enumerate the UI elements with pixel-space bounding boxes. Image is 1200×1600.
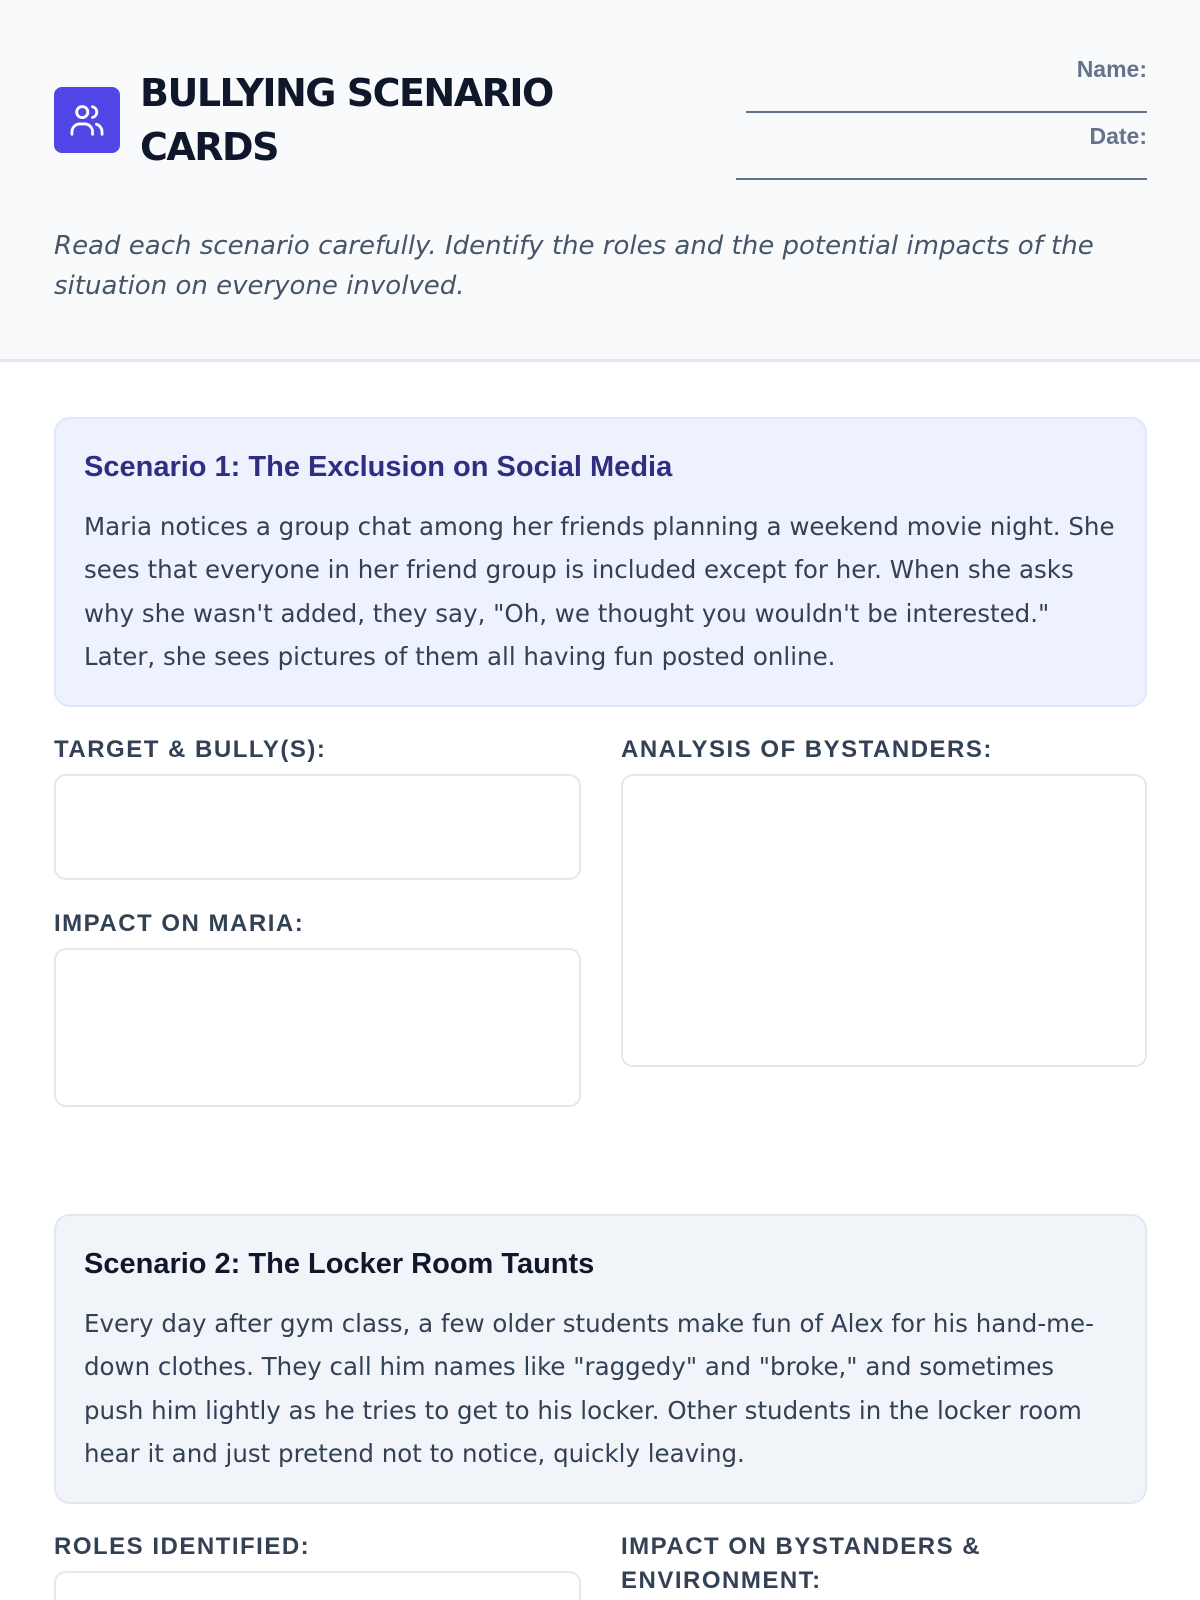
date-field[interactable] — [736, 178, 1147, 180]
question-label-bystanders: ANALYSIS OF BYSTANDERS: — [621, 736, 993, 763]
answer-box-roles[interactable] — [54, 1571, 581, 1600]
answer-box-impact-maria[interactable] — [54, 948, 581, 1107]
question-label-target-bully: TARGET & BULLY(S): — [54, 736, 327, 763]
answer-box-bystanders[interactable] — [621, 774, 1147, 1067]
page-title: BULLYING SCENARIO CARDS — [140, 71, 553, 169]
answer-box-target-bully[interactable] — [54, 774, 581, 880]
worksheet-header — [0, 0, 1200, 362]
scenario-title: Scenario 2: The Locker Room Taunts — [84, 1248, 595, 1280]
scenario-text: Every day after gym class, a few older students make fun of Alex for his hand-me-down clothes. They call him names like "raggedy" and "broke," and sometimes push him lightly as he tries to get to his locker. Other students in the locker room hear it and just pretend not to notice, quickly leaving. — [84, 1309, 1094, 1468]
question-label-roles: ROLES IDENTIFIED: — [54, 1533, 311, 1560]
name-label: Name: — [1076, 56, 1147, 82]
scenario-card-2 — [54, 1214, 1147, 1504]
date-label: Date: — [1089, 123, 1147, 149]
question-label-impact-bystanders: IMPACT ON BYSTANDERS & ENVIRONMENT: — [621, 1533, 982, 1594]
name-field[interactable] — [746, 111, 1147, 113]
scenario-text: Maria notices a group chat among her friends planning a weekend movie night. She sees that everyone in her friend group is included except for her. When she asks why she wasn't added, they say, "Oh, we thought you wouldn't be interested." Later, she sees pictures of them all having fun posted online. — [84, 512, 1115, 671]
scenario-card-1 — [54, 417, 1147, 707]
users-icon — [54, 87, 120, 153]
question-label-impact-maria: IMPACT ON MARIA: — [54, 910, 305, 937]
instructions: Read each scenario carefully. Identify the roles and the potential impacts of the situation on everyone involved. — [54, 231, 1094, 301]
scenario-title: Scenario 1: The Exclusion on Social Media — [84, 451, 673, 483]
